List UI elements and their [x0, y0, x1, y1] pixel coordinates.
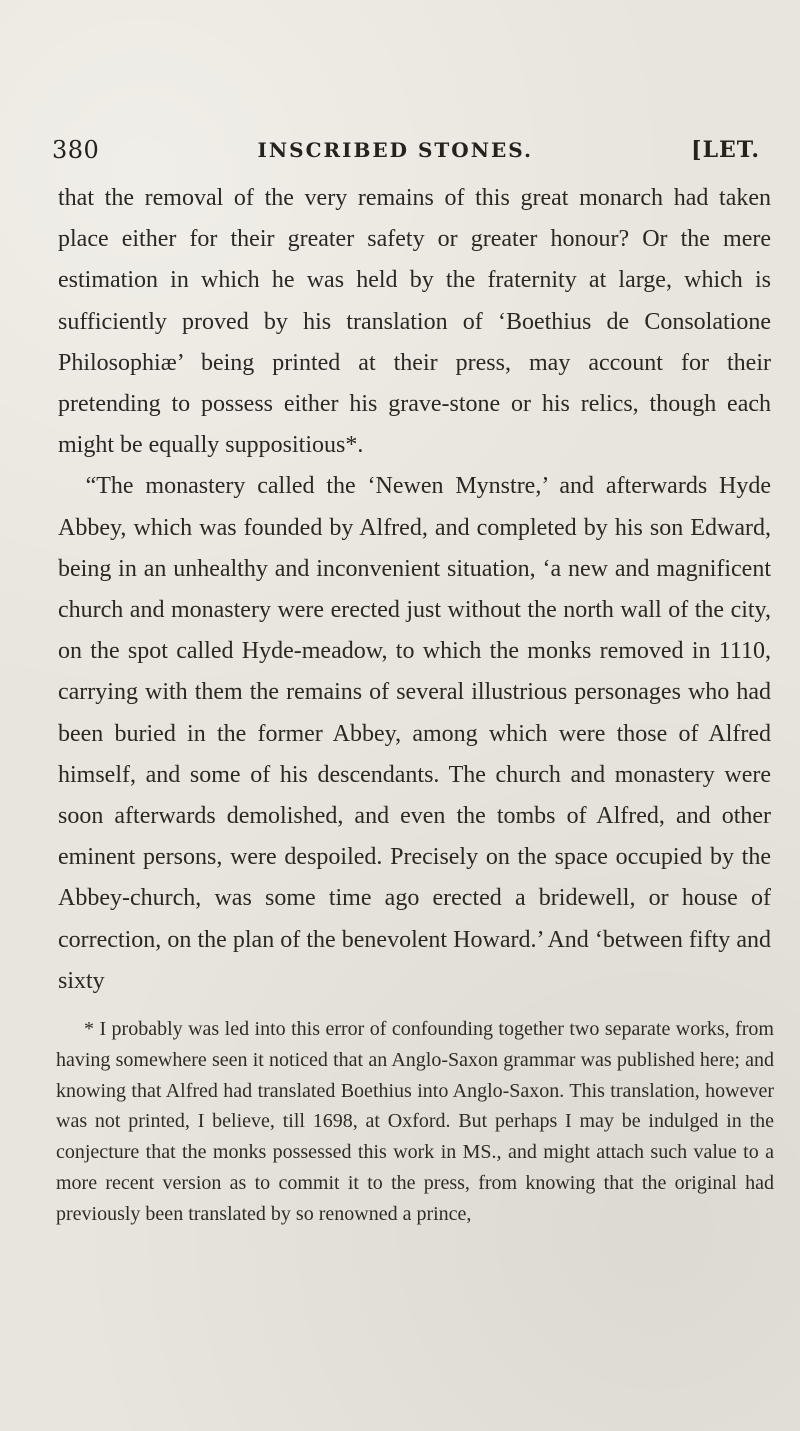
footnote [56, 1014, 774, 1230]
body-paragraph-1: that the removal of the very remains of this great monarch had taken place either for their greater safety or greater honour? Or the mere estimation in which he was held by the fraternity at large, which is sufficiently proved by his translation of ‘Boethius de Consolatione Philosophiæ’ being printed at their press, may account for their pretending to possess either his grave-stone or his relics, though each might be equally suppositious*. [58, 185, 771, 459]
running-header [52, 130, 760, 170]
section-marker: [LET. [691, 137, 760, 163]
main-text [58, 178, 771, 1002]
running-title: INSCRIBED STONES. [257, 138, 533, 162]
body-paragraph-2: “The monastery called the ‘Newen Mynstre,’ and afterwards Hyde Abbey, which was founded by Alfred, and completed by his son Edward, being in an unhealthy and inconvenient situation, ‘a new and magnificent church and monastery were erected just without the north wall of the city, on the spot called Hyde-meadow, to which the monks removed in 1110, carrying with them the remains of several illustrious personages who had been buried in the former Abbey, among which were those of Alfred himself, and some of his descendants. The church and monastery were soon afterwards demolished, and even the tombs of Alfred, and other eminent persons, were despoiled. Precisely on the space occupied by the Abbey-church, was some time ago erected a bridewell, or house of correction, on the plan of the benevolent Howard.’ And ‘between fifty and sixty [58, 473, 771, 994]
footnote-text: * I probably was led into this error of confounding together two separate works, from having somewhere seen it noticed that an Anglo-Saxon grammar was published here; and knowing that Alfred had translated Boethius into Anglo-Saxon. This translation, however was not printed, I believe, till 1698, at Oxford. But perhaps I may be indulged in the conjecture that the monks possessed this work in MS., and might attach such value to a more recent version as to commit it to the press, from knowing that the original had previously been translated by so renowned a prince, [56, 1018, 774, 1225]
page-number: 380 [52, 136, 100, 164]
